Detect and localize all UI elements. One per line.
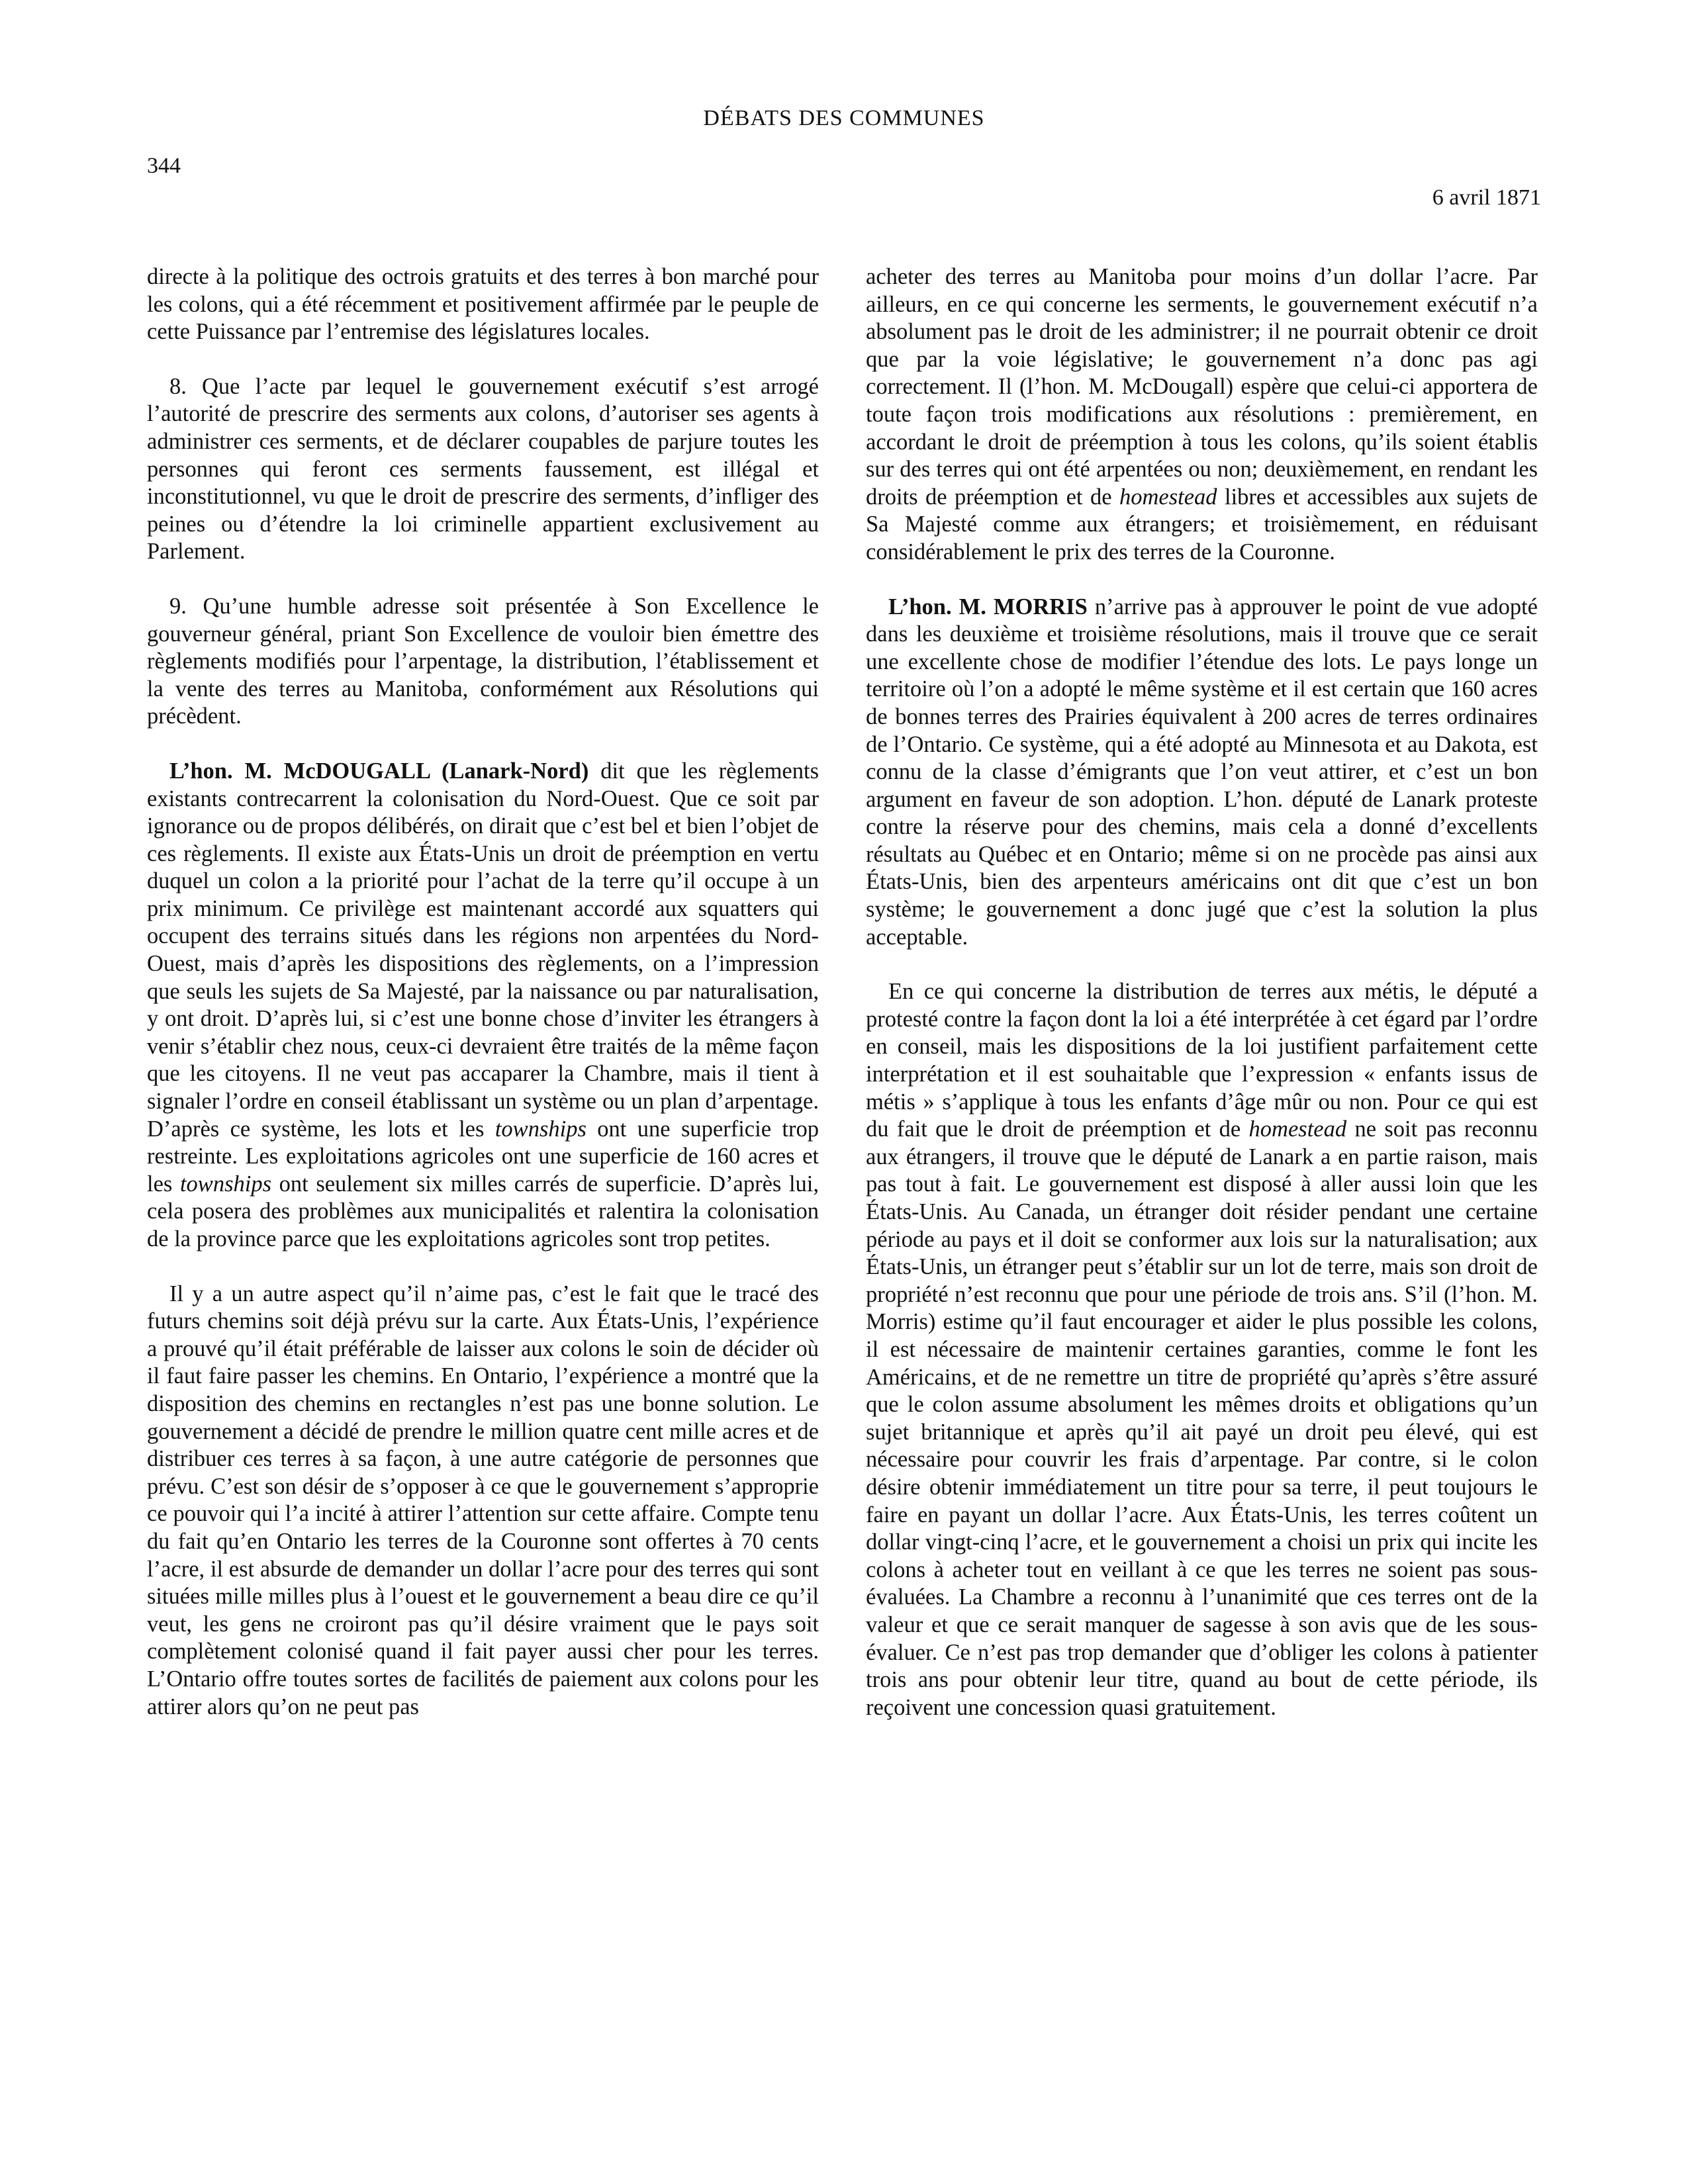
italic-term: homestead <box>1248 1116 1347 1142</box>
morris-speech-continued <box>866 978 1538 1721</box>
speech-text: dit que les règlements existants contrecarrent la colonisation du Nord-Ouest. Que ce soit par ignorance ou de propos délibérés, on dirait que c’est bel et bien l’objet de ces règlements. Il existe aux États-Unis un droit de préemption en vertu duquel un colon a la priorité pour l’achat de la terre qu’il occupe à un prix minimum. Ce privilège est maintenant accordé aux squatters qui occupent des terrains situés dans les régions non arpentées du Nord-Ouest, mais d’après les dispositions des règlements, on a l’impression que seuls les sujets de Sa Majesté, par la naissance ou par naturalisation, y ont droit. D’après lui, si c’est une bonne chose d’inviter les étrangers à venir s’établir chez nous, ceux-ci devraient être traités de la même façon que les citoyens. Il ne veut pas accaparer la Chambre, mais il tient à signaler l’ordre en conseil établissant un système ou un plan d’arpentage. D’après ce système, les lots et les <box>147 758 819 1142</box>
continued-paragraph: directe à la politique des octrois gratuits et des terres à bon marché pour les colons, qui a été récemment et positivement affirmée par le peuple de cette Puissance par l’entremise des législatures locales. <box>147 264 819 345</box>
speaker-name: L’hon. M. McDOUGALL (Lanark-Nord) <box>169 758 589 784</box>
italic-term: homestead <box>1119 484 1217 510</box>
speaker-name: L’hon. M. MORRIS <box>888 594 1088 619</box>
running-header-title: DÉBATS DES COMMUNES <box>703 106 985 130</box>
italic-term: townships <box>494 1116 586 1142</box>
speech-text: ne soit pas reconnu aux étrangers, il trouve que le député de Lanark a en partie raison, mais pas tout à fait. Le gouvernement est disposé à aller aussi loin que les États-Unis. Au Canada, un étranger doit résider pendant une certaine période au pays et il doit se conformer aux lois sur la naturalisation; aux États-Unis, un étranger peut s’établir sur un lot de terre, mais son droit de propriété n’est reconnu que pour une période de trois ans. S’il (l’hon. M. Morris) estime qu’il faut encourager et aider le plus possible les colons, il est nécessaire de maintenir certaines garanties, comme le font les Américains, et de ne remettre un titre de propriété qu’après s’être assuré que le colon assume absolument les mêmes droits et obligations qu’un sujet britannique et après qu’il ait payé un droit peu élevé, qui est nécessaire pour couvrir les frais d’arpentage. Par contre, si le colon désire obtenir immédiatement un titre pour sa terre, il peut toujours le faire en payant un dollar l’acre. Aux États-Unis, les terres coûtent un dollar vingt-cinq l’acre, et le gouvernement a choisi un prix qui incite les colons à acheter tout en veillant à ce que les terres ne soient pas sous-évaluées. La Chambre a reconnu à l’unanimité que ces terres ont de la valeur et que ce serait manquer de sagesse à son avis que de les sous-évaluer. Ce n’est pas trop demander que d’obliger les colons à patienter trois ans pour obtenir leur titre, quand au bout de cette période, ils reçoivent une concession quasi gratuitement. <box>866 1116 1538 1720</box>
resolution-8: 8. Que l’acte par lequel le gouvernement exécutif s’est arrogé l’autorité de prescrire des serments aux colons, d’autoriser ses agents à administrer ces serments, et de déclarer coupables de parjure toutes les personnes qui feront ces serments faussement, est illégal et inconstitutionnel, vu que le droit de prescrire des serments, d’infliger des peines ou d’étendre la loi criminelle appartient exclusivement au Parlement. <box>147 373 819 565</box>
speech-text: ont seulement six milles carrés de superficie. D’après lui, cela posera des problèmes aux municipalités et ralentira la colonisation de la province parce que les exploitations agricoles sont trop petites. <box>147 1171 820 1251</box>
mcdougall-speech-continued: Il y a un autre aspect qu’il n’aime pas, c’est le fait que le tracé des futurs chemins soit déjà prévu sur la carte. Aux États-Unis, l’expérience a prouvé qu’il était préférable de laisser aux colons le soin de décider où il faut faire passer les chemins. En Ontario, l’expérience a montré que la disposition des chemins en rectangles n’est pas une bonne solution. Le gouvernement a décidé de prendre le million quatre cent mille acres et de distribuer ces terres à sa façon, à une autre catégorie de personnes que prévu. C’est son désir de s’opposer à ce que le gouvernement s’approprie ce pouvoir qui l’a incité à attirer l’attention sur cette affaire. Compte tenu du fait qu’en Ontario les terres de la Couronne sont offertes à 70 cents l’acre, il est absurde de demander un dollar l’acre pour des terres qui sont situées mille milles plus à l’ouest et le gouvernement a beau dire ce qu’il veut, les gens ne croiront pas qu’il désire vraiment que le pays soit complètement colonisé quand il fait payer aussi cher pour les terres. L’Ontario offre toutes sortes de facilités de paiement aux colons pour les attirer alors qu’on ne peut pas <box>147 1281 819 1719</box>
speech-text: libres et accessibles aux sujets de Sa Majesté comme aux étrangers; et troisièmement, en réduisant considérablement le prix des terres de la Couronne. <box>866 484 1538 565</box>
resolution-9: 9. Qu’une humble adresse soit présentée à Son Excellence le gouverneur général, priant Son Excellence de vouloir bien émettre des règlements modifiés pour l’arpentage, la distribution, l’établissement et la vente des terres au Manitoba, conformément aux Résolutions qui précèdent. <box>147 593 819 729</box>
speech-text: acheter des terres au Manitoba pour moins d’un dollar l’acre. Par ailleurs, en ce qui concerne les serments, le gouvernement exécutif n’a absolument pas le droit de les administrer; il ne pourrait obtenir ce droit que par la voie législative; le gouvernement n’a donc pas agi correctement. Il (l’hon. M. McDougall) espère que celui-ci apportera de toute façon trois modifications aux résolutions : premièrement, en accordant le droit de préemption à tous les colons, qu’ils soient établis sur des terres qui ont été arpentées ou non; deuxièmement, en rendant les droits de préemption et de <box>866 264 1538 510</box>
italic-term: townships <box>179 1171 272 1197</box>
session-date: 6 avril 1871 <box>1432 185 1541 210</box>
continued-paragraph <box>866 263 1538 567</box>
morris-speech <box>866 594 1538 952</box>
speech-text: ont une superficie trop restreinte. Les exploitations agricoles ont une superficie de 160 acres et les <box>147 1116 819 1197</box>
mcdougall-speech <box>147 758 819 1253</box>
speech-text: n’arrive pas à approuver le point de vue adopté dans les deuxième et troisième résolutions, mais il trouve que ce serait une excellente chose de modifier l’étendue des lots. Le pays longe un territoire où l’on a adopté le même système et il est certain que 160 acres de bonnes terres des Prairies équivalent à 200 acres de terres ordinaires de l’Ontario. Ce système, qui a été adopté au Minnesota et au Dakota, est connu de la classe d’émigrants que l’on veut attirer, et c’est un bon argument en faveur de son adoption. L’hon. député de Lanark proteste contre la réserve pour des chemins, mais cela a donné d’excellents résultats au Québec et en Ontario; même si on ne procède pas ainsi aux États-Unis, bien des arpenteurs américains ont dit que c’est un bon système; le gouvernement a donc jugé que c’est la solution la plus acceptable. <box>866 594 1538 950</box>
page-number: 344 <box>147 154 181 178</box>
speech-text: En ce qui concerne la distribution de terres aux métis, le député a protesté contre la façon dont la loi a été interprétée à cet égard par l’ordre en conseil, mais les dispositions de la loi justifient parfaitement cette interprétation et il est souhaitable que l’expression « enfants issus de métis » s’applique à tous les enfants d’âge mûr ou non. Pour ce qui est du fait que le droit de préemption et de <box>866 979 1538 1142</box>
right-column <box>866 263 1538 1749</box>
left-column <box>147 263 819 1748</box>
